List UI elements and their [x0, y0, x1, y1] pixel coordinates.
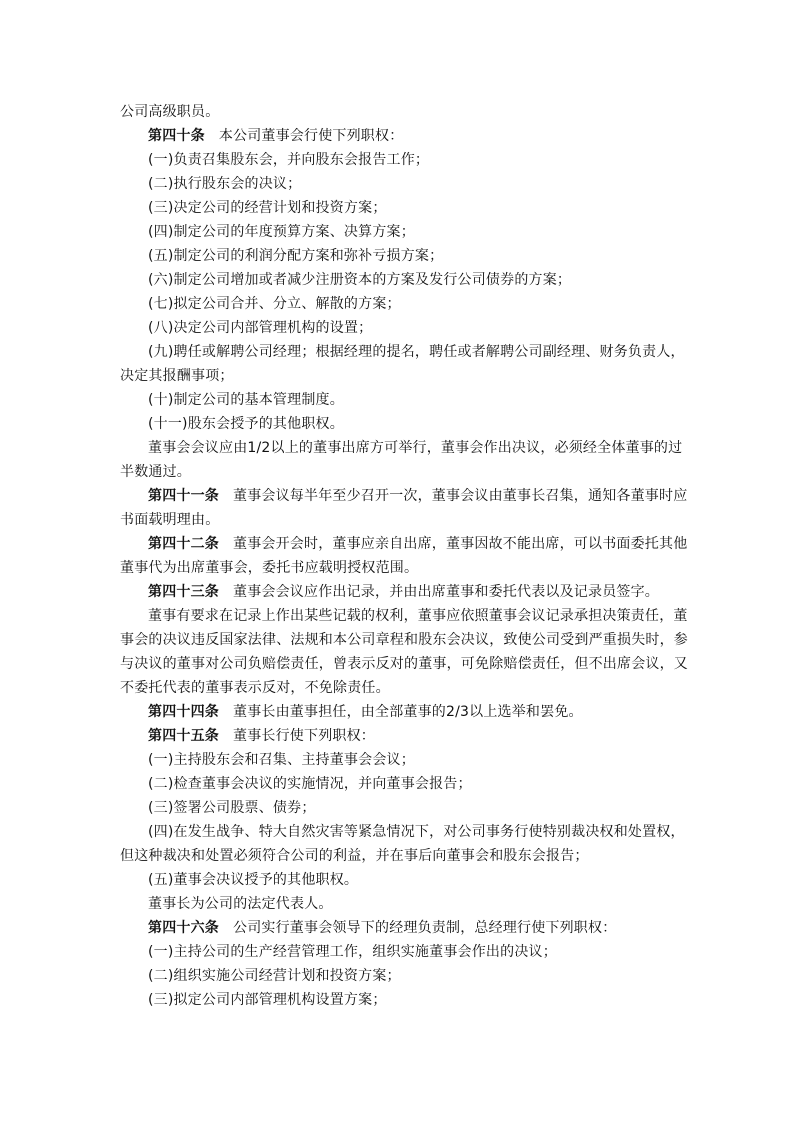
article-40-item: (一)负责召集股东会，并向股东会报告工作； [148, 152, 430, 168]
article-40-item-10: (十)制定公司的基本管理制度。 [148, 392, 344, 408]
paragraph-continuation: 公司高级职员。 [120, 104, 220, 120]
article-40 [148, 124, 403, 148]
liability-paragraph-line: 董事有要求在记录上作出某些记载的权利，董事应依照董事会议记录承担决策责任，董 [148, 608, 688, 624]
quorum-paragraph-line-1: 董事会会议应由1/2以上的董事出席方可举行，董事会作出决议，必须经全体董事的过 [148, 440, 683, 456]
article-45-item: (三)签署公司股票、债券； [148, 800, 316, 816]
article-41-text: 董事会议每半年至少召开一次，董事会议由董事长召集，通知各董事时应 [233, 488, 688, 504]
article-40-item: (五)制定公司的利润分配方案和弥补亏损方案； [148, 248, 444, 264]
article-40-item: (七)拟定公司合并、分立、解散的方案； [148, 296, 401, 312]
article-42-title: 第四十二条 [148, 536, 219, 552]
article-46-title: 第四十六条 [148, 920, 219, 936]
article-40-item: (三)决定公司的经营计划和投资方案； [148, 200, 387, 216]
article-44 [148, 700, 583, 724]
article-43-text: 董事会会议应作出记录，并由出席董事和委托代表以及记录员签字。 [233, 584, 659, 600]
article-46-text: 公司实行董事会领导下的经理负责制，总经理行使下列职权： [233, 920, 617, 936]
article-44-text: 董事长由董事担任，由全部董事的2/3以上选举和罢免。 [233, 704, 583, 720]
article-42-text: 董事会开会时，董事应亲自出席，董事因故不能出席，可以书面委托其他 [233, 536, 688, 552]
article-45-item-4-line-1: (四)在发生战争、特大自然灾害等紧急情况下，对公司事务行使特别裁决权和处置权， [148, 824, 685, 840]
liability-paragraph-line: 与决议的董事对公司负赔偿责任，曾表示反对的董事，可免除赔偿责任，但不出席会议，又 [120, 656, 688, 672]
article-42 [148, 532, 687, 556]
article-45-item: (二)检查董事会决议的实施情况，并向董事会报告； [148, 776, 472, 792]
article-45-item-4-line-2: 但这种裁决和处置必须符合公司的利益，并在事后向董事会和股东会报告； [120, 848, 589, 864]
legal-representative-paragraph: 董事长为公司的法定代表人。 [148, 896, 333, 912]
article-45-item-5: (五)董事会决议授予的其他职权。 [148, 872, 359, 888]
article-40-title: 第四十条 [148, 128, 205, 144]
article-43 [148, 580, 659, 604]
article-41 [148, 484, 687, 508]
article-40-item: (八)决定公司内部管理机构的设置； [148, 320, 373, 336]
article-43-title: 第四十三条 [148, 584, 219, 600]
article-46-item: (二)组织实施公司经营计划和投资方案； [148, 968, 401, 984]
article-46-item: (三)拟定公司内部管理机构设置方案； [148, 992, 387, 1008]
article-46-item: (一)主持公司的生产经营管理工作，组织实施董事会作出的决议； [148, 944, 557, 960]
article-40-item: (六)制定公司增加或者减少注册资本的方案及发行公司债券的方案； [148, 272, 572, 288]
article-45-text: 董事长行使下列职权： [233, 728, 375, 744]
article-42-line-2: 董事代为出席董事会，委托书应载明授权范围。 [120, 560, 419, 576]
article-40-item-9-line-1: (九)聘任或解聘公司经理；根据经理的提名，聘任或者解聘公司副经理、财务负责人， [148, 344, 685, 360]
article-44-title: 第四十四条 [148, 704, 219, 720]
liability-paragraph-line: 不委托代表的董事表示反对，不免除责任。 [120, 680, 390, 696]
article-41-title: 第四十一条 [148, 488, 219, 504]
article-46 [148, 916, 616, 940]
article-45-item: (一)主持股东会和召集、主持董事会会议； [148, 752, 415, 768]
article-40-item: (二)执行股东会的决议； [148, 176, 302, 192]
article-45-title: 第四十五条 [148, 728, 219, 744]
article-45 [148, 724, 375, 748]
article-40-text: 本公司董事会行使下列职权： [218, 128, 404, 144]
article-40-item: (四)制定公司的年度预算方案、决算方案； [148, 224, 415, 240]
quorum-paragraph-line-2: 半数通过。 [120, 464, 191, 480]
article-41-line-2: 书面载明理由。 [120, 512, 220, 528]
article-40-item-9-line-2: 决定其报酬事项； [120, 368, 234, 384]
article-40-item-11: (十一)股东会授予的其他职权。 [148, 416, 344, 432]
liability-paragraph-line: 事会的决议违反国家法律、法规和本公司章程和股东会决议，致使公司受到严重损失时，参 [120, 632, 688, 648]
